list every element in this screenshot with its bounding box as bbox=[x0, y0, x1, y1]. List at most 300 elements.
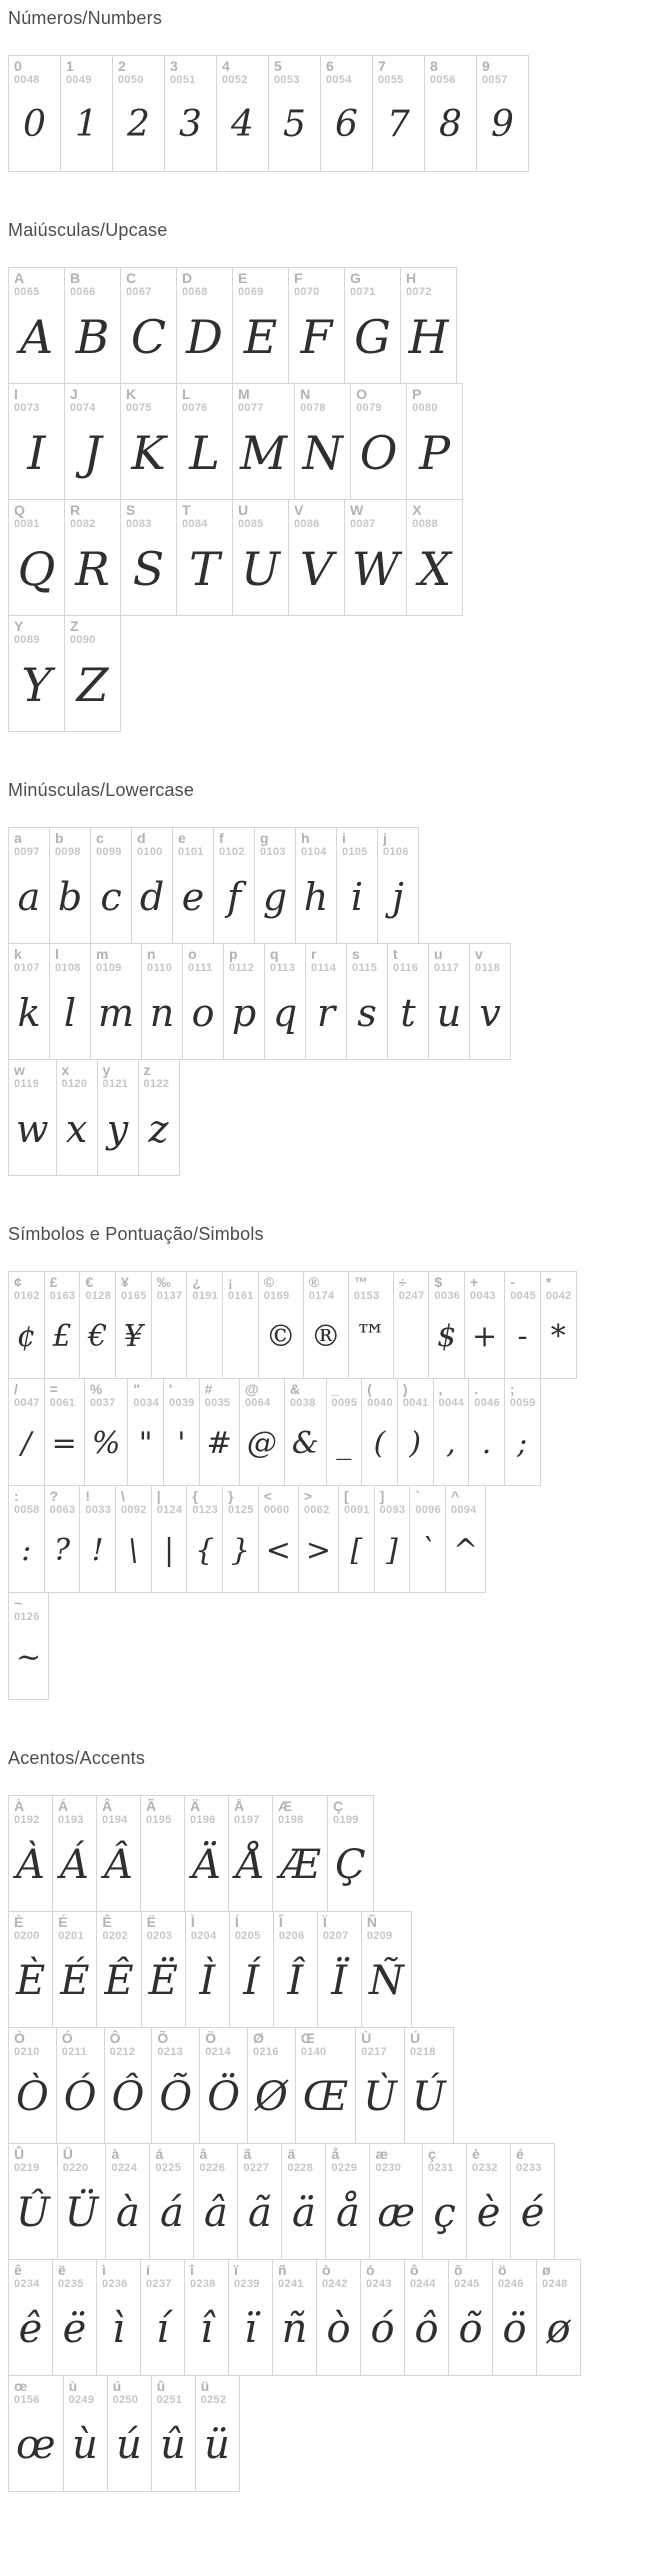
cell-char-label: ] bbox=[379, 1488, 385, 1504]
glyph-cell-0064 bbox=[239, 1378, 285, 1486]
cell-head bbox=[9, 1060, 56, 1090]
cell-code-label: 0076 bbox=[182, 401, 208, 414]
cell-char-label: Á bbox=[58, 1798, 69, 1814]
glyph-cell-0163 bbox=[44, 1271, 81, 1379]
glyph-cell-0122 bbox=[138, 1059, 180, 1176]
cell-head bbox=[108, 2376, 151, 2406]
glyph-cell-0234 bbox=[8, 2259, 53, 2376]
cell-code-label: 0070 bbox=[294, 285, 320, 298]
cell-char-label: ü bbox=[200, 2378, 210, 2394]
cell-glyph-preview: \ bbox=[128, 1532, 139, 1568]
cell-head bbox=[398, 1379, 433, 1409]
glyph-cell-0062 bbox=[298, 1485, 339, 1593]
cell-code-label: 0117 bbox=[434, 961, 460, 974]
cell-head bbox=[296, 2028, 356, 2058]
glyph-cell-0090 bbox=[64, 615, 121, 732]
cell-glyph-preview: m bbox=[98, 990, 135, 1035]
cell-glyph-preview: õ bbox=[458, 2305, 483, 2352]
cell-head bbox=[177, 384, 232, 414]
glyph-cell-0036 bbox=[428, 1271, 465, 1379]
cell-glyph-preview: ñ bbox=[281, 2305, 308, 2352]
cell-glyph-preview bbox=[152, 1302, 187, 1378]
cell-char-label: Ñ bbox=[366, 1914, 377, 1930]
cell-code-label: 0034 bbox=[133, 1396, 159, 1409]
cell-head bbox=[328, 1796, 373, 1826]
cell-char-label: ç bbox=[428, 2146, 436, 2162]
cell-glyph-preview: 9 bbox=[491, 104, 514, 146]
cell-char-label: w bbox=[14, 1062, 25, 1078]
glyph-cell-0217 bbox=[355, 2027, 405, 2144]
cell-glyph-preview: i bbox=[350, 874, 364, 919]
cell-code-label: 0095 bbox=[331, 1396, 358, 1409]
cell-glyph-preview: Í bbox=[243, 1957, 260, 2004]
cell-code-label: 0094 bbox=[451, 1503, 477, 1516]
glyph-cell-0235 bbox=[52, 2259, 97, 2376]
cell-glyph-preview: 2 bbox=[127, 104, 150, 146]
cell-code-label: 0241 bbox=[278, 2277, 304, 2290]
glyph-cell-0099 bbox=[90, 827, 132, 944]
cell-head bbox=[183, 944, 223, 974]
glyph-cell-0078 bbox=[294, 383, 351, 500]
cell-code-label: 0042 bbox=[545, 1289, 572, 1302]
cell-char-label: r bbox=[311, 946, 317, 962]
cell-glyph-preview: © bbox=[265, 1318, 296, 1354]
cell-glyph-preview: Ì bbox=[199, 1957, 216, 2004]
glyph-cell-0097 bbox=[8, 827, 50, 944]
cell-char-label: u bbox=[434, 946, 443, 962]
cell-head bbox=[317, 2260, 360, 2290]
cell-code-label: 0114 bbox=[311, 961, 337, 974]
glyph-cell-0042 bbox=[540, 1271, 577, 1379]
glyph-cell-0074 bbox=[64, 383, 121, 500]
cell-head bbox=[505, 1379, 540, 1409]
cell-head bbox=[351, 384, 406, 414]
glyph-cell-0199 bbox=[327, 1795, 374, 1912]
cell-code-label: 0236 bbox=[102, 2277, 128, 2290]
cell-head bbox=[405, 2028, 453, 2058]
cell-glyph-preview: ™ bbox=[355, 1318, 386, 1354]
cell-glyph-preview: + bbox=[472, 1318, 498, 1354]
cell-head bbox=[53, 1912, 96, 1942]
cell-glyph-preview: q bbox=[272, 990, 298, 1035]
cell-char-label: [ bbox=[343, 1488, 349, 1504]
cell-head bbox=[289, 268, 344, 298]
glyph-cell-0236 bbox=[96, 2259, 141, 2376]
cell-code-label: 0054 bbox=[326, 73, 352, 86]
cell-code-label: 0206 bbox=[278, 1929, 305, 1942]
cell-head bbox=[233, 384, 294, 414]
cell-code-label: 0204 bbox=[190, 1929, 217, 1942]
cell-char-label: Í bbox=[234, 1914, 239, 1930]
cell-code-label: 0251 bbox=[156, 2393, 183, 2406]
cell-glyph-preview: | bbox=[163, 1532, 175, 1568]
cell-glyph-preview: $ bbox=[437, 1318, 457, 1354]
cell-code-label: 0084 bbox=[182, 517, 208, 530]
cell-char-label: ¢ bbox=[14, 1274, 22, 1290]
glyph-row bbox=[8, 2375, 653, 2492]
cell-char-label: R bbox=[70, 502, 81, 518]
cell-code-label: 0044 bbox=[438, 1396, 465, 1409]
cell-glyph-preview: ä bbox=[292, 2189, 316, 2236]
glyph-cell-0124 bbox=[151, 1485, 188, 1593]
cell-head bbox=[299, 1486, 338, 1516]
glyph-cell-0071 bbox=[344, 267, 401, 384]
cell-char-label: _ bbox=[331, 1381, 340, 1397]
section-symbols bbox=[8, 1222, 653, 1700]
cell-head bbox=[429, 1272, 464, 1302]
cell-glyph-preview: ! bbox=[91, 1532, 104, 1568]
cell-char-label: K bbox=[126, 386, 137, 402]
glyph-cell-0079 bbox=[350, 383, 407, 500]
cell-code-label: 0067 bbox=[126, 285, 152, 298]
cell-char-label: ¿ bbox=[192, 1274, 201, 1290]
cell-char-label: E bbox=[238, 270, 248, 286]
cell-head bbox=[152, 2028, 199, 2058]
glyph-cell-0038 bbox=[284, 1378, 327, 1486]
cell-code-label: 0218 bbox=[410, 2045, 436, 2058]
glyph-row bbox=[8, 943, 653, 1060]
glyph-cell-0054 bbox=[320, 55, 373, 172]
cell-char-label: Ã bbox=[146, 1798, 157, 1814]
cell-glyph-preview: Å bbox=[236, 1841, 265, 1888]
cell-char-label: ú bbox=[112, 2378, 122, 2394]
cell-glyph-preview bbox=[187, 1302, 222, 1378]
cell-char-label: Œ bbox=[300, 2030, 315, 2046]
cell-glyph-preview: £ bbox=[52, 1318, 72, 1354]
glyph-cell-0080 bbox=[406, 383, 463, 500]
cell-char-label: T bbox=[182, 502, 191, 518]
cell-glyph-preview: Ô bbox=[111, 2073, 145, 2120]
cell-glyph-preview: ë bbox=[62, 2305, 87, 2352]
glyph-cell-0193 bbox=[52, 1795, 97, 1912]
glyph-cell-0088 bbox=[406, 499, 463, 616]
cell-code-label: 0115 bbox=[352, 961, 378, 974]
section-title-symbols: Símbolos e Pontuação/Simbols bbox=[8, 1224, 264, 1244]
cell-char-label: ê bbox=[14, 2262, 22, 2278]
cell-char-label: b bbox=[55, 830, 64, 846]
cell-head bbox=[361, 2260, 404, 2290]
cell-code-label: 0107 bbox=[14, 961, 40, 974]
cell-code-label: 0097 bbox=[14, 845, 40, 858]
cell-char-label: í bbox=[146, 2262, 150, 2278]
cell-code-label: 0057 bbox=[482, 73, 508, 86]
cell-head bbox=[200, 2028, 247, 2058]
cell-head bbox=[141, 1796, 184, 1826]
cell-glyph-preview: x bbox=[65, 1106, 88, 1151]
cell-char-label: À bbox=[14, 1798, 25, 1814]
cell-char-label: ` bbox=[415, 1488, 420, 1504]
cell-head bbox=[255, 828, 295, 858]
cell-char-label: ä bbox=[287, 2146, 296, 2162]
cell-head bbox=[121, 268, 176, 298]
glyph-cell-0092 bbox=[115, 1485, 152, 1593]
cell-glyph-preview: k bbox=[17, 990, 41, 1035]
cell-code-label: 0250 bbox=[112, 2393, 139, 2406]
glyph-cell-0107 bbox=[8, 943, 50, 1060]
cell-glyph-preview: ö bbox=[502, 2305, 527, 2352]
cell-head bbox=[230, 1912, 273, 1942]
cell-glyph-preview: - bbox=[517, 1318, 528, 1354]
cell-char-label: õ bbox=[454, 2262, 463, 2278]
cell-head bbox=[45, 1272, 80, 1302]
cell-code-label: 0045 bbox=[510, 1289, 536, 1302]
cell-code-label: 0079 bbox=[356, 401, 382, 414]
cell-char-label: 4 bbox=[222, 58, 230, 74]
cell-code-label: 0120 bbox=[61, 1077, 88, 1090]
cell-code-label: 0156 bbox=[14, 2393, 40, 2406]
cell-char-label: F bbox=[294, 270, 303, 286]
cell-char-label: ô bbox=[410, 2262, 419, 2278]
glyph-row bbox=[8, 2027, 653, 2144]
cell-head bbox=[9, 1912, 52, 1942]
cell-code-label: 0105 bbox=[342, 845, 368, 858]
glyph-cell-0153 bbox=[348, 1271, 394, 1379]
cell-char-label: ï bbox=[234, 2262, 238, 2278]
cell-glyph-preview: S bbox=[132, 541, 165, 596]
cell-char-label: 5 bbox=[274, 58, 282, 74]
cell-glyph-preview bbox=[223, 1302, 258, 1378]
cell-code-label: 0099 bbox=[96, 845, 122, 858]
cell-code-label: 0069 bbox=[238, 285, 264, 298]
glyph-cell-0055 bbox=[372, 55, 425, 172]
cell-code-label: 0118 bbox=[475, 961, 501, 974]
glyph-cell-0200 bbox=[8, 1911, 53, 2028]
cell-char-label: i bbox=[342, 830, 346, 846]
glyph-cell-0205 bbox=[229, 1911, 274, 2028]
cell-char-label: J bbox=[70, 386, 78, 402]
cell-glyph-preview: L bbox=[189, 425, 220, 480]
glyph-cell-0094 bbox=[445, 1485, 486, 1593]
cell-head bbox=[61, 56, 112, 86]
cell-glyph-preview: 8 bbox=[439, 104, 462, 146]
cell-code-label: 0093 bbox=[379, 1503, 406, 1516]
cell-code-label: 0225 bbox=[155, 2161, 182, 2174]
cell-glyph-preview: f bbox=[226, 874, 242, 919]
cell-code-label: 0235 bbox=[58, 2277, 84, 2290]
cell-glyph-preview: O bbox=[359, 425, 398, 480]
cell-code-label: 0232 bbox=[472, 2161, 498, 2174]
cell-head bbox=[9, 1379, 44, 1409]
glyph-cell-0244 bbox=[404, 2259, 449, 2376]
glyph-row bbox=[8, 2143, 653, 2260]
cell-head bbox=[105, 2028, 152, 2058]
cell-glyph-preview: 3 bbox=[179, 104, 202, 146]
cell-head bbox=[505, 1272, 540, 1302]
glyph-cell-0102 bbox=[213, 827, 255, 944]
cell-code-label: 0041 bbox=[402, 1396, 429, 1409]
cell-char-label: g bbox=[260, 830, 269, 846]
glyph-cell-0230 bbox=[369, 2143, 423, 2260]
cell-code-label: 0162 bbox=[14, 1289, 40, 1302]
cell-glyph-preview: Ü bbox=[64, 2189, 99, 2236]
cell-char-label: 9 bbox=[482, 58, 490, 74]
cell-glyph-preview: @ bbox=[246, 1425, 277, 1461]
cell-head bbox=[388, 944, 428, 974]
glyph-cell-0174 bbox=[303, 1271, 349, 1379]
cell-head bbox=[318, 1912, 361, 1942]
cell-char-label: V bbox=[294, 502, 304, 518]
cell-head bbox=[537, 2260, 580, 2290]
cell-head bbox=[238, 2144, 281, 2174]
cell-char-label: ó bbox=[366, 2262, 375, 2278]
cell-code-label: 0214 bbox=[205, 2045, 231, 2058]
cell-char-label: é bbox=[516, 2146, 524, 2162]
glyph-cell-0191 bbox=[186, 1271, 223, 1379]
cell-code-label: 0111 bbox=[188, 961, 213, 974]
cell-code-label: 0249 bbox=[68, 2393, 95, 2406]
cell-glyph-preview: * bbox=[550, 1318, 566, 1354]
cell-glyph-preview: H bbox=[408, 309, 449, 364]
cell-code-label: 0081 bbox=[14, 517, 40, 530]
cell-head bbox=[57, 2028, 104, 2058]
cell-glyph-preview: Ø bbox=[254, 2073, 288, 2120]
cell-code-label: 0088 bbox=[412, 517, 438, 530]
cell-head bbox=[50, 944, 90, 974]
cell-char-label: Õ bbox=[157, 2030, 169, 2046]
glyph-cell-0087 bbox=[344, 499, 407, 616]
cell-char-label: : bbox=[14, 1488, 19, 1504]
cell-char-label: = bbox=[49, 1381, 58, 1397]
cell-head bbox=[449, 2260, 492, 2290]
cell-code-label: 0089 bbox=[14, 633, 40, 646]
glyph-cell-0156 bbox=[8, 2375, 64, 2492]
cell-code-label: 0239 bbox=[234, 2277, 260, 2290]
section-lowercase bbox=[8, 778, 653, 1176]
cell-code-label: 0191 bbox=[192, 1289, 219, 1302]
cell-head bbox=[248, 2028, 295, 2058]
cell-code-label: 0066 bbox=[70, 285, 96, 298]
cell-char-label: ÷ bbox=[398, 1274, 407, 1290]
cell-char-label: q bbox=[270, 946, 279, 962]
cell-code-label: 0112 bbox=[229, 961, 255, 974]
cell-head bbox=[259, 1486, 298, 1516]
cell-code-label: 0123 bbox=[192, 1503, 219, 1516]
cell-head bbox=[470, 944, 510, 974]
glyph-cell-0100 bbox=[131, 827, 173, 944]
glyph-cell-0238 bbox=[184, 2259, 229, 2376]
cell-code-label: 0049 bbox=[66, 73, 92, 86]
cell-char-label: * bbox=[545, 1274, 552, 1290]
cell-char-label: , bbox=[438, 1381, 443, 1397]
cell-head bbox=[121, 384, 176, 414]
cell-char-label: Ì bbox=[190, 1914, 195, 1930]
cell-char-label: P bbox=[412, 386, 422, 402]
cell-char-label: / bbox=[14, 1381, 18, 1397]
cell-char-label: ) bbox=[402, 1381, 408, 1397]
cell-code-label: 0096 bbox=[415, 1503, 441, 1516]
cell-code-label: 0087 bbox=[350, 517, 376, 530]
cell-head bbox=[373, 56, 424, 86]
glyph-cell-0050 bbox=[112, 55, 165, 172]
cell-glyph-preview: t bbox=[400, 990, 416, 1035]
cell-char-label: L bbox=[182, 386, 191, 402]
cell-glyph-preview: / bbox=[21, 1425, 32, 1461]
cell-head bbox=[394, 1272, 429, 1302]
cell-code-label: 0192 bbox=[14, 1813, 40, 1826]
cell-glyph-preview: Î bbox=[287, 1957, 304, 2004]
cell-glyph-preview: ' bbox=[177, 1425, 186, 1461]
glyph-cell-0250 bbox=[107, 2375, 152, 2492]
cell-char-label: ™ bbox=[353, 1274, 368, 1290]
cell-char-label: B bbox=[70, 270, 81, 286]
cell-glyph-preview: r bbox=[316, 990, 336, 1035]
glyph-cell-0207 bbox=[317, 1911, 362, 2028]
cell-glyph-preview: 1 bbox=[75, 104, 98, 146]
cell-glyph-preview: U bbox=[241, 541, 280, 596]
cell-code-label: 0194 bbox=[102, 1813, 128, 1826]
glyph-cell-0063 bbox=[44, 1485, 81, 1593]
glyph-cell-0113 bbox=[264, 943, 306, 1060]
cell-char-label: ' bbox=[169, 1381, 173, 1397]
glyph-cell-0121 bbox=[97, 1059, 139, 1176]
cell-code-label: 0048 bbox=[14, 73, 40, 86]
cell-head bbox=[9, 1272, 44, 1302]
cell-head bbox=[378, 828, 418, 858]
cell-head bbox=[152, 1486, 187, 1516]
glyph-cell-0051 bbox=[164, 55, 217, 172]
cell-char-label: j bbox=[383, 830, 387, 846]
cell-glyph-preview: Œ bbox=[302, 2073, 349, 2120]
cell-glyph-preview: < bbox=[265, 1532, 291, 1568]
cell-head bbox=[128, 1379, 163, 1409]
glyph-cell-0059 bbox=[504, 1378, 541, 1486]
cell-head bbox=[9, 944, 49, 974]
cell-code-label: 0047 bbox=[14, 1396, 40, 1409]
cell-char-label: + bbox=[470, 1274, 479, 1290]
glyph-cell-0206 bbox=[273, 1911, 318, 2028]
cell-head bbox=[274, 1912, 317, 1942]
cell-char-label: ì bbox=[102, 2262, 106, 2278]
cell-char-label: X bbox=[412, 502, 422, 518]
cell-code-label: 0243 bbox=[366, 2277, 392, 2290]
cell-glyph-preview: K bbox=[131, 425, 166, 480]
cell-code-label: 0074 bbox=[70, 401, 96, 414]
cell-head bbox=[64, 2376, 107, 2406]
cell-glyph-preview: . bbox=[481, 1425, 492, 1461]
cell-head bbox=[446, 1486, 485, 1516]
cell-head bbox=[345, 268, 400, 298]
cell-code-label: 0101 bbox=[178, 845, 204, 858]
glyph-cell-0096 bbox=[409, 1485, 446, 1593]
cell-glyph-preview: c bbox=[100, 874, 122, 919]
glyph-cell-0128 bbox=[79, 1271, 116, 1379]
glyph-cell-0112 bbox=[223, 943, 265, 1060]
cell-code-label: 0083 bbox=[126, 517, 152, 530]
cell-head bbox=[173, 828, 213, 858]
cell-code-label: 0126 bbox=[14, 1610, 40, 1623]
cell-code-label: 0068 bbox=[182, 285, 208, 298]
glyph-cell-0232 bbox=[466, 2143, 511, 2260]
cell-head bbox=[265, 944, 305, 974]
glyph-cell-0126 bbox=[8, 1592, 49, 1700]
cell-char-label: å bbox=[331, 2146, 340, 2162]
glyph-cell-0108 bbox=[49, 943, 91, 1060]
cell-code-label: 0108 bbox=[55, 961, 81, 974]
glyph-cell-0245 bbox=[448, 2259, 493, 2376]
cell-head bbox=[410, 1486, 445, 1516]
glyph-row bbox=[8, 55, 653, 172]
cell-head bbox=[57, 1060, 97, 1090]
cell-code-label: 0220 bbox=[62, 2161, 89, 2174]
cell-code-label: 0212 bbox=[109, 2045, 136, 2058]
cell-code-label: 0169 bbox=[263, 1289, 290, 1302]
cell-code-label: 0246 bbox=[498, 2277, 524, 2290]
cell-head bbox=[465, 1272, 504, 1302]
cell-char-label: < bbox=[263, 1488, 272, 1504]
cell-head bbox=[200, 1379, 239, 1409]
cell-code-label: 0231 bbox=[428, 2161, 454, 2174]
cell-code-label: 0103 bbox=[260, 845, 286, 858]
